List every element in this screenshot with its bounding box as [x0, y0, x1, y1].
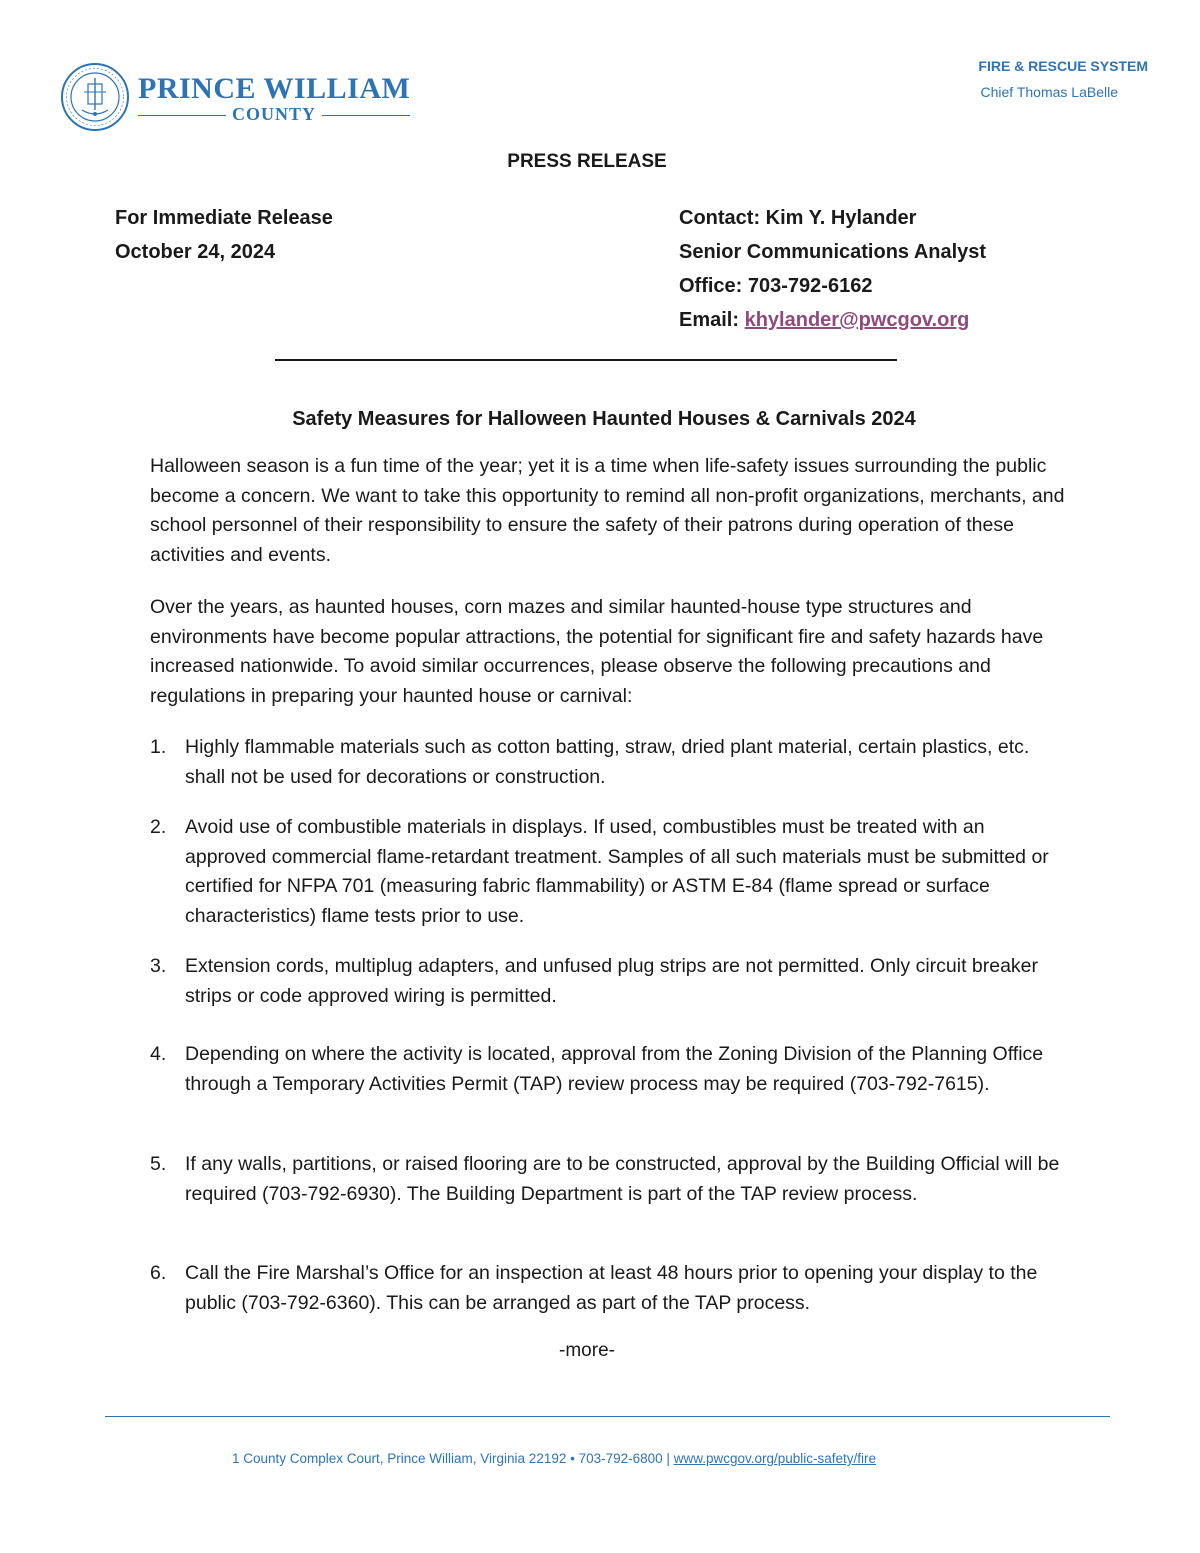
list-item-text: Extension cords, multiplug adapters, and unfused plug strips are not permitted. Only circuit breaker strips or code approved wiring is permitted.	[185, 955, 1039, 1007]
county-seal-logo	[60, 62, 130, 132]
logo-county-row	[138, 104, 410, 126]
chief-name: Chief Thomas LaBelle	[980, 84, 1118, 100]
contact-email-label: Email:	[679, 309, 740, 331]
release-date: October 24, 2024	[115, 241, 276, 263]
list-item-text: Highly flammable materials such as cotton batting, straw, dried plant material, certain plastics, etc. shall not be used for decorations or construction.	[185, 736, 1030, 788]
logo-county: COUNTY	[231, 104, 316, 124]
headline: Safety Measures for Halloween Haunted Houses & Carnivals 2024	[292, 408, 916, 430]
county-seal-icon	[60, 62, 130, 132]
contact-name: Contact: Kim Y. Hylander	[679, 207, 917, 229]
body-paragraph: Over the years, as haunted houses, corn mazes and similar haunted-house type structures and environments have become popular attractions, the potential for significant fire and safety hazards have increased nationwide. To avoid similar occurrences, please observe the following precautions and regulations in preparing your haunted house or carnival:	[150, 596, 1044, 707]
logo-wordmark: PRINCE WILLIAM	[138, 72, 411, 105]
logo-rule-left	[138, 115, 226, 116]
document-type: PRESS RELEASE	[507, 151, 667, 172]
list-item-text: Call the Fire Marshal’s Office for an inspection at least 48 hours prior to opening your display to the public (703-792-6360). This can be arranged as part of the TAP process.	[185, 1262, 1038, 1314]
footer-separator: |	[666, 1451, 670, 1466]
list-item-number: 6.	[150, 1262, 167, 1284]
release-type: For Immediate Release	[115, 207, 333, 229]
logo-rule-right	[322, 115, 410, 116]
body-paragraph: Halloween season is a fun time of the year; yet it is a time when life-safety issues surrounding the public become a concern. We want to take this opportunity to remind all non-profit organizations, merchants, and school personnel of their responsibility to ensure the safety of their patrons during operation of these activities and events.	[150, 455, 1065, 566]
footer-address: 1 County Complex Court, Prince William, Virginia 22192 • 703-792-6800	[231, 1451, 663, 1466]
list-item-text: Depending on where the activity is located, approval from the Zoning Division of the Planning Office through a Temporary Activities Permit (TAP) review process may be required (703-792-7615).	[185, 1043, 1044, 1095]
more-marker: -more-	[559, 1340, 615, 1361]
list-item-number: 4.	[150, 1043, 167, 1065]
contact-office-phone: Office: 703-792-6162	[679, 275, 873, 297]
contact-email-row	[679, 309, 969, 332]
contact-email-link[interactable]: khylander@pwcgov.org	[744, 309, 970, 331]
footer-divider	[105, 1416, 1110, 1417]
footer	[0, 1451, 1108, 1466]
list-item-text: If any walls, partitions, or raised flooring are to be constructed, approval by the Building Official will be required (703-792-6930). The Building Department is part of the TAP review process.	[185, 1153, 1060, 1205]
list-item-number: 2.	[150, 816, 167, 838]
list-item-text: Avoid use of combustible materials in displays. If used, combustibles must be treated with an approved commercial flame-retardant treatment. Samples of all such materials must be submitted or certified for NFPA 701 (measuring fabric flammability) or ASTM E-84 (flame spread or surface characteristics) flame tests prior to use.	[185, 816, 1049, 927]
contact-title: Senior Communications Analyst	[679, 241, 987, 263]
department-name: FIRE & RESCUE SYSTEM	[978, 58, 1148, 74]
footer-website-link[interactable]: www.pwcgov.org/public-safety/fire	[673, 1451, 877, 1466]
list-item-number: 3.	[150, 955, 167, 977]
list-item-number: 5.	[150, 1153, 167, 1175]
list-item-number: 1.	[150, 736, 167, 758]
header-divider	[275, 359, 897, 361]
